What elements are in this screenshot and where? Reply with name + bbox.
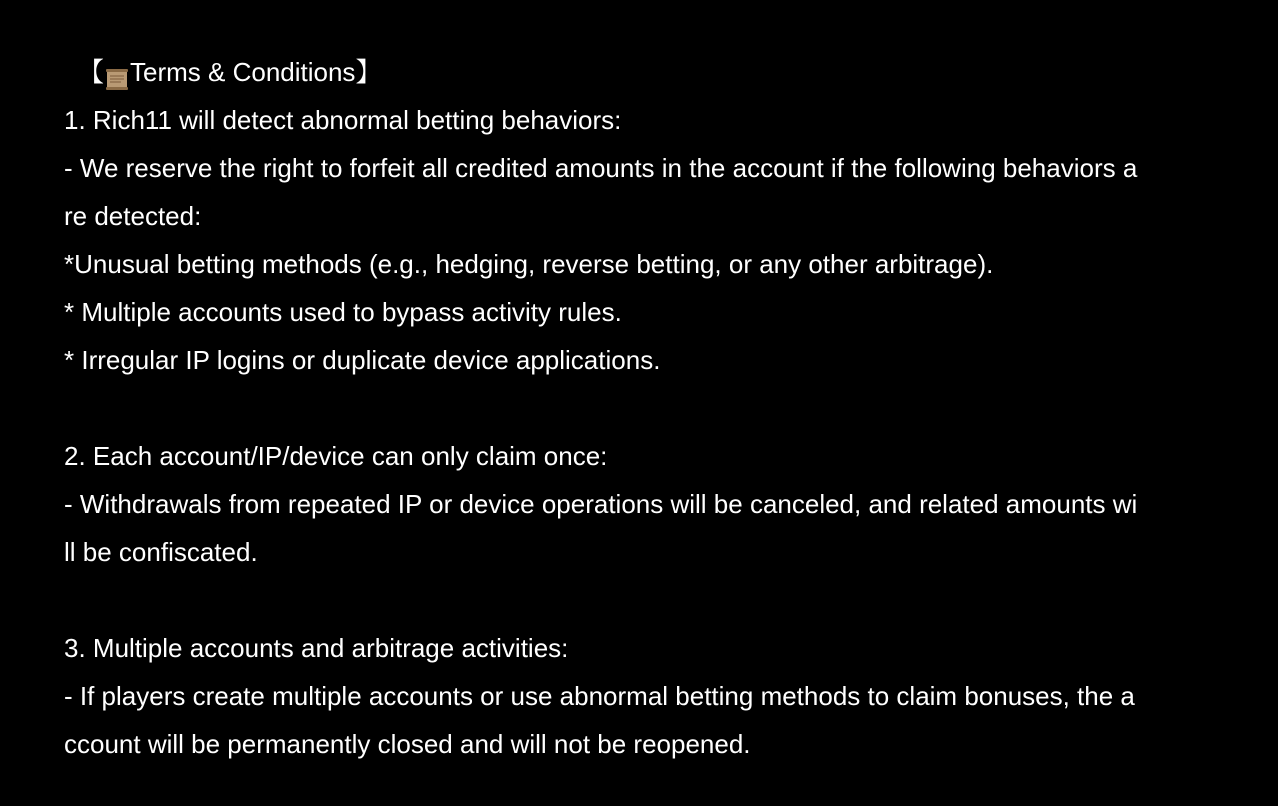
title-close-bracket: 】: [355, 57, 382, 87]
section-1-text-line-1: - We reserve the right to forfeit all credited amounts in the account if the following behaviors a: [64, 153, 1138, 183]
title-text: Terms & Conditions: [130, 57, 356, 87]
section-2-heading: 2. Each account/IP/device can only claim once:: [64, 441, 608, 471]
section-3-text-line-2: ccount will be permanently closed and will not be reopened.: [64, 729, 751, 759]
title-open-bracket: 【: [78, 57, 105, 87]
terms-document: [64, 48, 1224, 768]
section-1-bullet-1: *Unusual betting methods (e.g., hedging, reverse betting, or any other arbitrage).: [64, 249, 994, 279]
blank-line: [64, 384, 1224, 432]
terms-title: [78, 48, 1224, 96]
section-3-text-line-1: - If players create multiple accounts or use abnormal betting methods to claim bonuses, the a: [64, 681, 1135, 711]
scroll-icon: [104, 59, 130, 85]
section-2-text-line-1: - Withdrawals from repeated IP or device operations will be canceled, and related amounts wi: [64, 489, 1138, 519]
section-1-text-line-2: re detected:: [64, 201, 202, 231]
section-1-heading: 1. Rich11 will detect abnormal betting behaviors:: [64, 105, 622, 135]
section-1-bullet-2: * Multiple accounts used to bypass activity rules.: [64, 297, 622, 327]
blank-line: [64, 576, 1224, 624]
section-2-text-line-2: ll be confiscated.: [64, 537, 258, 567]
section-3-heading: 3. Multiple accounts and arbitrage activities:: [64, 633, 569, 663]
section-1-bullet-3: * Irregular IP logins or duplicate device applications.: [64, 345, 661, 375]
